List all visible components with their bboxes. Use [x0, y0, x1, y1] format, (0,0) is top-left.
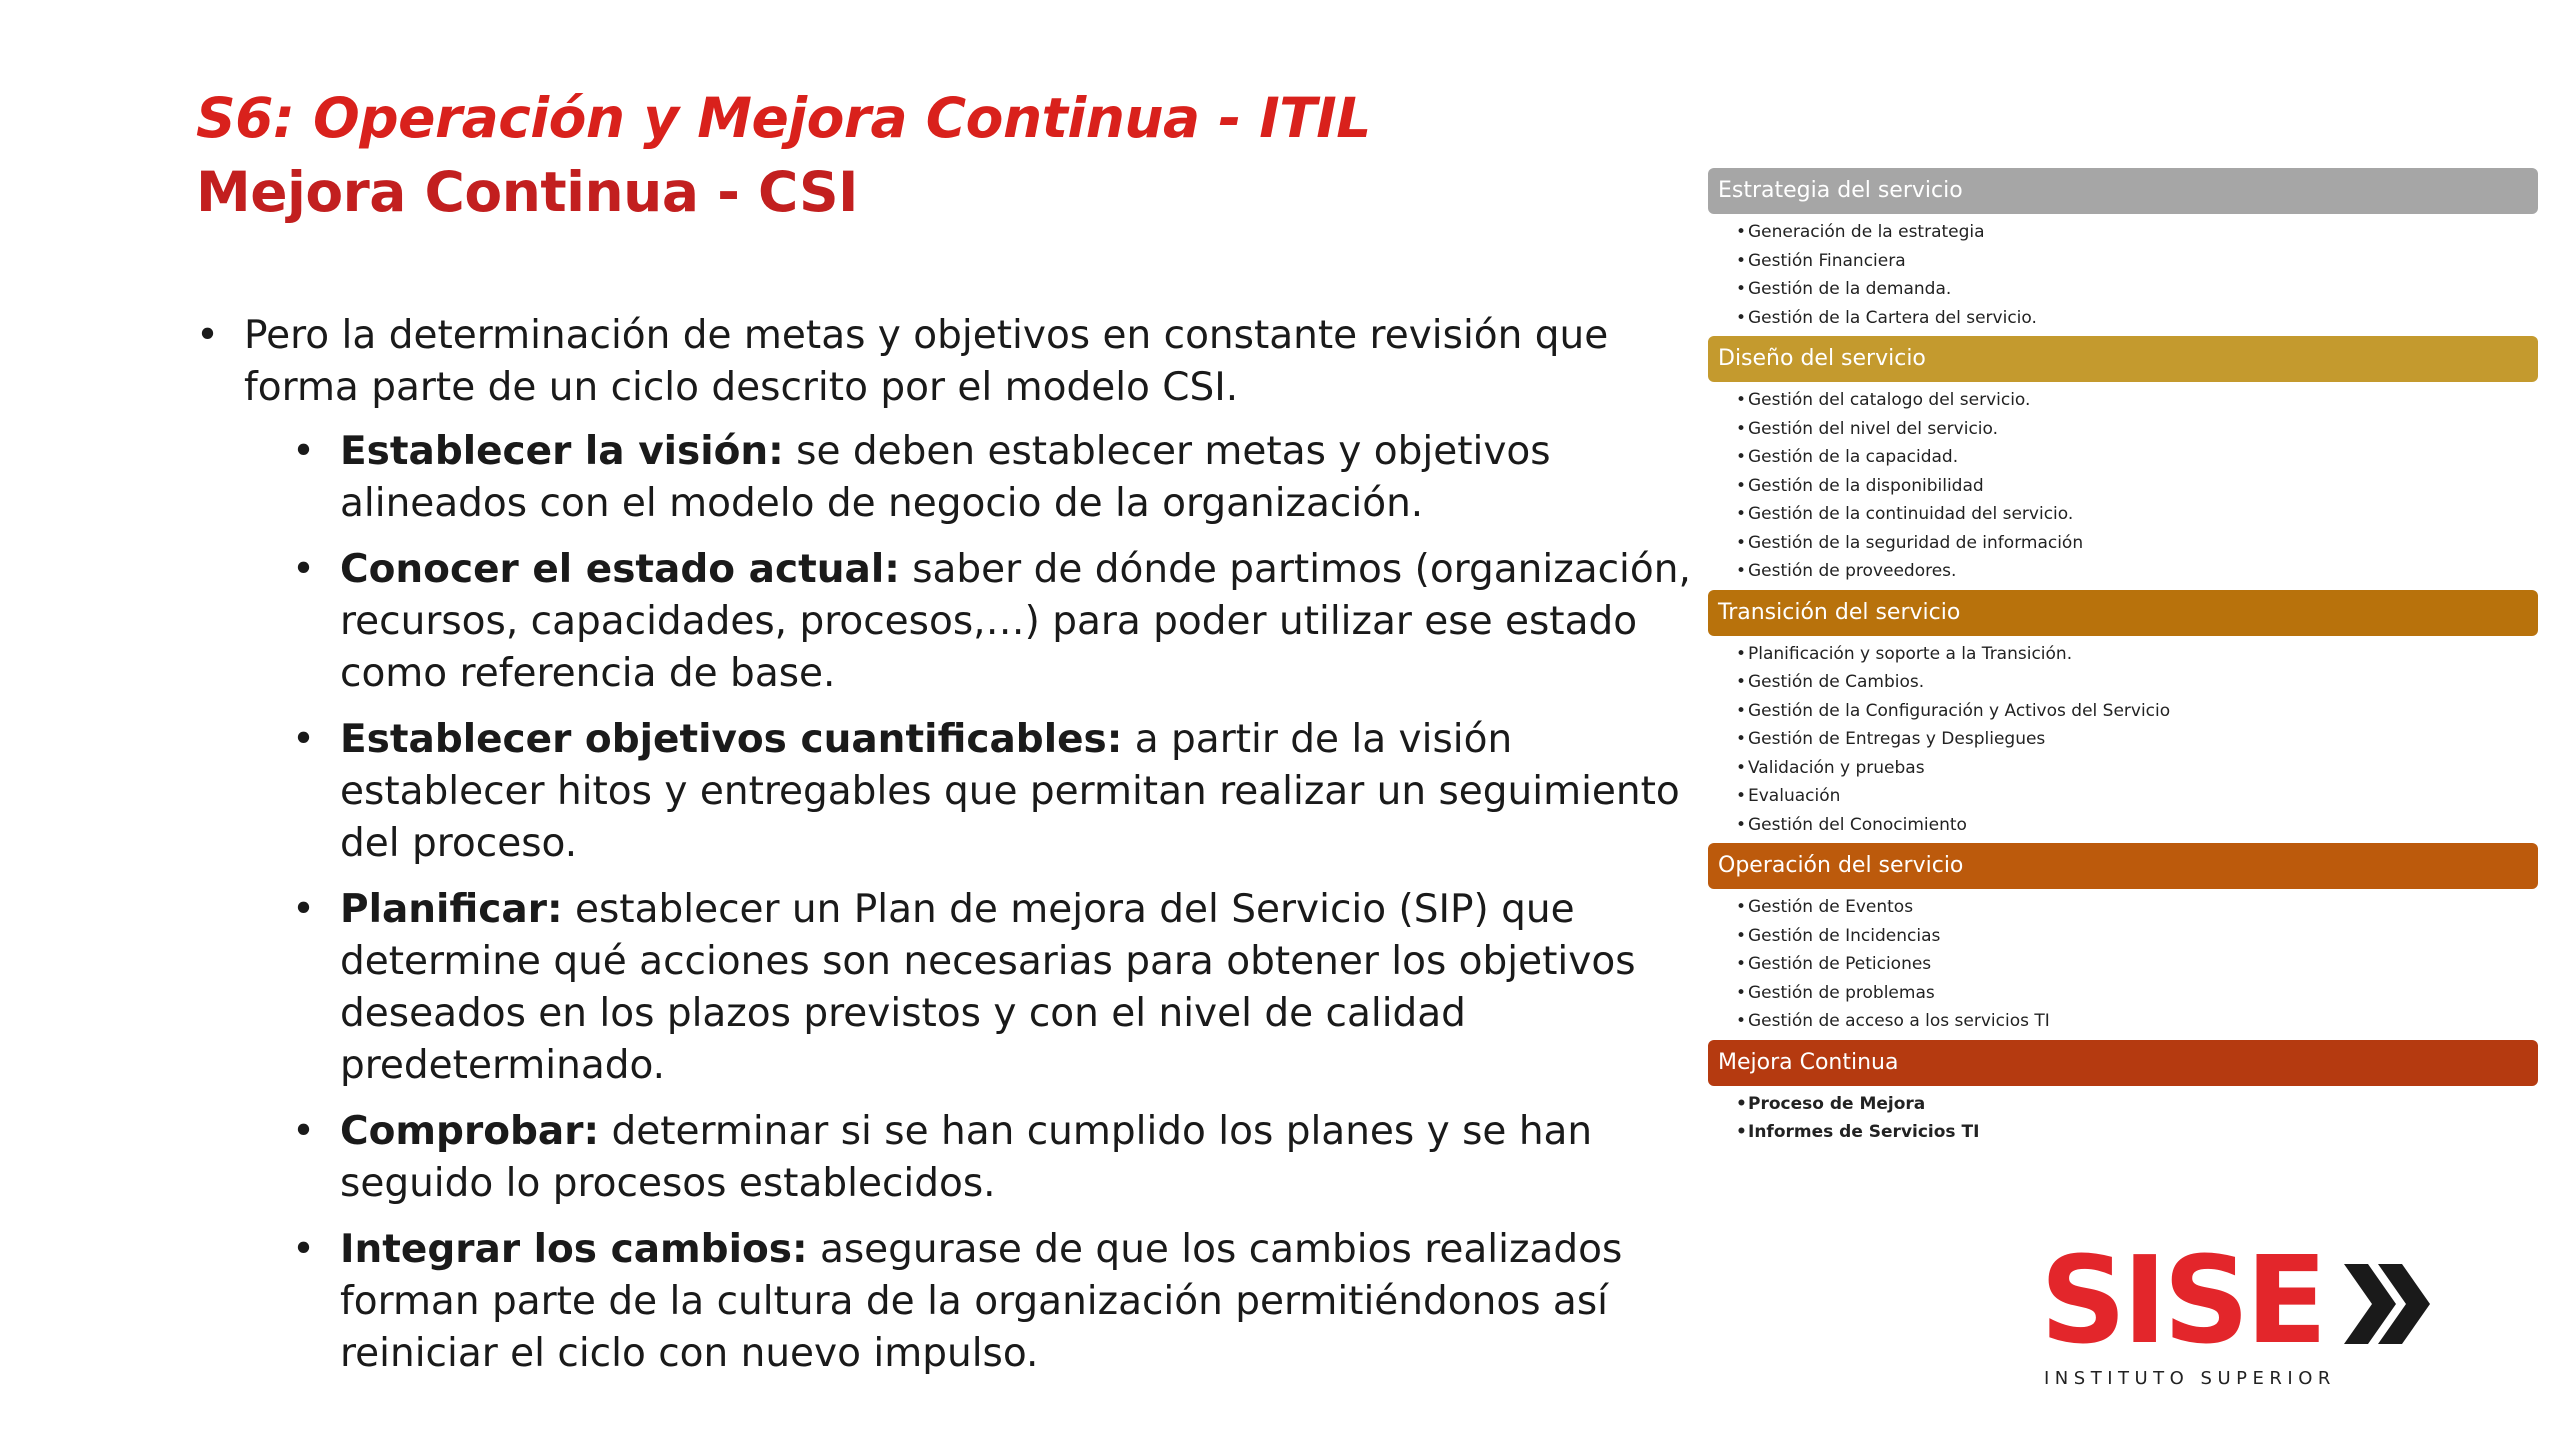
process-item: • Gestión de la continuidad del servicio. [1736, 500, 2538, 529]
csi-steps-list [196, 426, 1716, 1380]
process-item: • Gestión de la seguridad de información [1736, 529, 2538, 558]
process-item: • Gestión de proveedores. [1736, 557, 2538, 586]
step-term: Establecer objetivos cuantificables: [340, 717, 1123, 762]
itil-lifecycle-panel [1708, 168, 2538, 1151]
step-item [196, 1106, 1716, 1210]
step-text: establecer un Plan de mejora del Servicio (SIP) que determine qué acciones son necesarias para obtener los objetivos deseados en los plazos previstos y con el nivel de calidad predeterminado. [340, 887, 1636, 1088]
process-item: • Evaluación [1736, 782, 2538, 811]
process-item: • Proceso de Mejora [1736, 1090, 2538, 1119]
process-item: • Gestión de la capacidad. [1736, 443, 2538, 472]
process-item: • Gestión de Cambios. [1736, 668, 2538, 697]
step-text: asegurase de que los cambios realizados forman parte de la cultura de la organización permitiéndonos así reiniciar el ciclo con nuevo impulso. [340, 1227, 1623, 1376]
step-term: Comprobar: [340, 1109, 600, 1154]
phase-header: Diseño del servicio [1708, 336, 2538, 382]
logo-wordmark: SISE [2040, 1232, 2324, 1371]
process-item: • Validación y pruebas [1736, 754, 2538, 783]
phase-process-list [1708, 218, 2538, 332]
phase-process-list [1708, 1090, 2538, 1147]
slide-body [196, 310, 1716, 1394]
phase-header: Mejora Continua [1708, 1040, 2538, 1086]
step-term: Establecer la visión: [340, 429, 784, 474]
step-text: se deben establecer metas y objetivos alineados con el modelo de negocio de la organización. [340, 429, 1551, 526]
phase-process-list [1708, 386, 2538, 586]
chevrons-icon [2342, 1258, 2434, 1350]
phase-header: Estrategia del servicio [1708, 168, 2538, 214]
process-item: • Gestión de la Configuración y Activos del Servicio [1736, 697, 2538, 726]
slide-subtitle: Mejora Continua - CSI [196, 160, 859, 224]
sise-logo [2040, 1232, 2440, 1390]
step-term: Planificar: [340, 887, 563, 932]
step-text: a partir de la visión establecer hitos y entregables que permitan realizar un seguimiento del proceso. [340, 717, 1680, 866]
process-item: • Planificación y soporte a la Transición. [1736, 640, 2538, 669]
phase-header: Transición del servicio [1708, 590, 2538, 636]
step-item [196, 426, 1716, 530]
process-item: • Gestión Financiera [1736, 247, 2538, 276]
phase-process-list [1708, 893, 2538, 1036]
process-item: • Gestión del catalogo del servicio. [1736, 386, 2538, 415]
phase-header: Operación del servicio [1708, 843, 2538, 889]
process-item: • Gestión del nivel del servicio. [1736, 415, 2538, 444]
intro-paragraph: • Pero la determinación de metas y objetivos en constante revisión que forma parte de un ciclo descrito por el modelo CSI. [196, 310, 1716, 414]
slide-title: S6: Operación y Mejora Continua - ITIL [196, 86, 1371, 150]
process-item: • Gestión de problemas [1736, 979, 2538, 1008]
process-item: • Generación de la estrategia [1736, 218, 2538, 247]
step-term: Conocer el estado actual: [340, 547, 900, 592]
phase-process-list [1708, 640, 2538, 840]
step-text: saber de dónde partimos (organización, recursos, capacidades, procesos,…) para poder utilizar ese estado como referencia de base. [340, 547, 1691, 696]
process-item: • Gestión de Entregas y Despliegues [1736, 725, 2538, 754]
step-item [196, 714, 1716, 870]
process-item: • Gestión de Peticiones [1736, 950, 2538, 979]
process-item: • Gestión de la demanda. [1736, 275, 2538, 304]
step-item [196, 1224, 1716, 1380]
process-item: • Gestión de la disponibilidad [1736, 472, 2538, 501]
step-item [196, 544, 1716, 700]
process-item: • Gestión de acceso a los servicios TI [1736, 1007, 2538, 1036]
process-item: • Gestión del Conocimiento [1736, 811, 2538, 840]
process-item: • Gestión de la Cartera del servicio. [1736, 304, 2538, 333]
process-item: • Gestión de Eventos [1736, 893, 2538, 922]
step-text: determinar si se han cumplido los planes y se han seguido lo procesos establecidos. [340, 1109, 1593, 1206]
logo-tagline: INSTITUTO SUPERIOR [2044, 1368, 2336, 1389]
step-term: Integrar los cambios: [340, 1227, 808, 1272]
process-item: • Gestión de Incidencias [1736, 922, 2538, 951]
step-item [196, 884, 1716, 1092]
process-item: • Informes de Servicios TI [1736, 1118, 2538, 1147]
